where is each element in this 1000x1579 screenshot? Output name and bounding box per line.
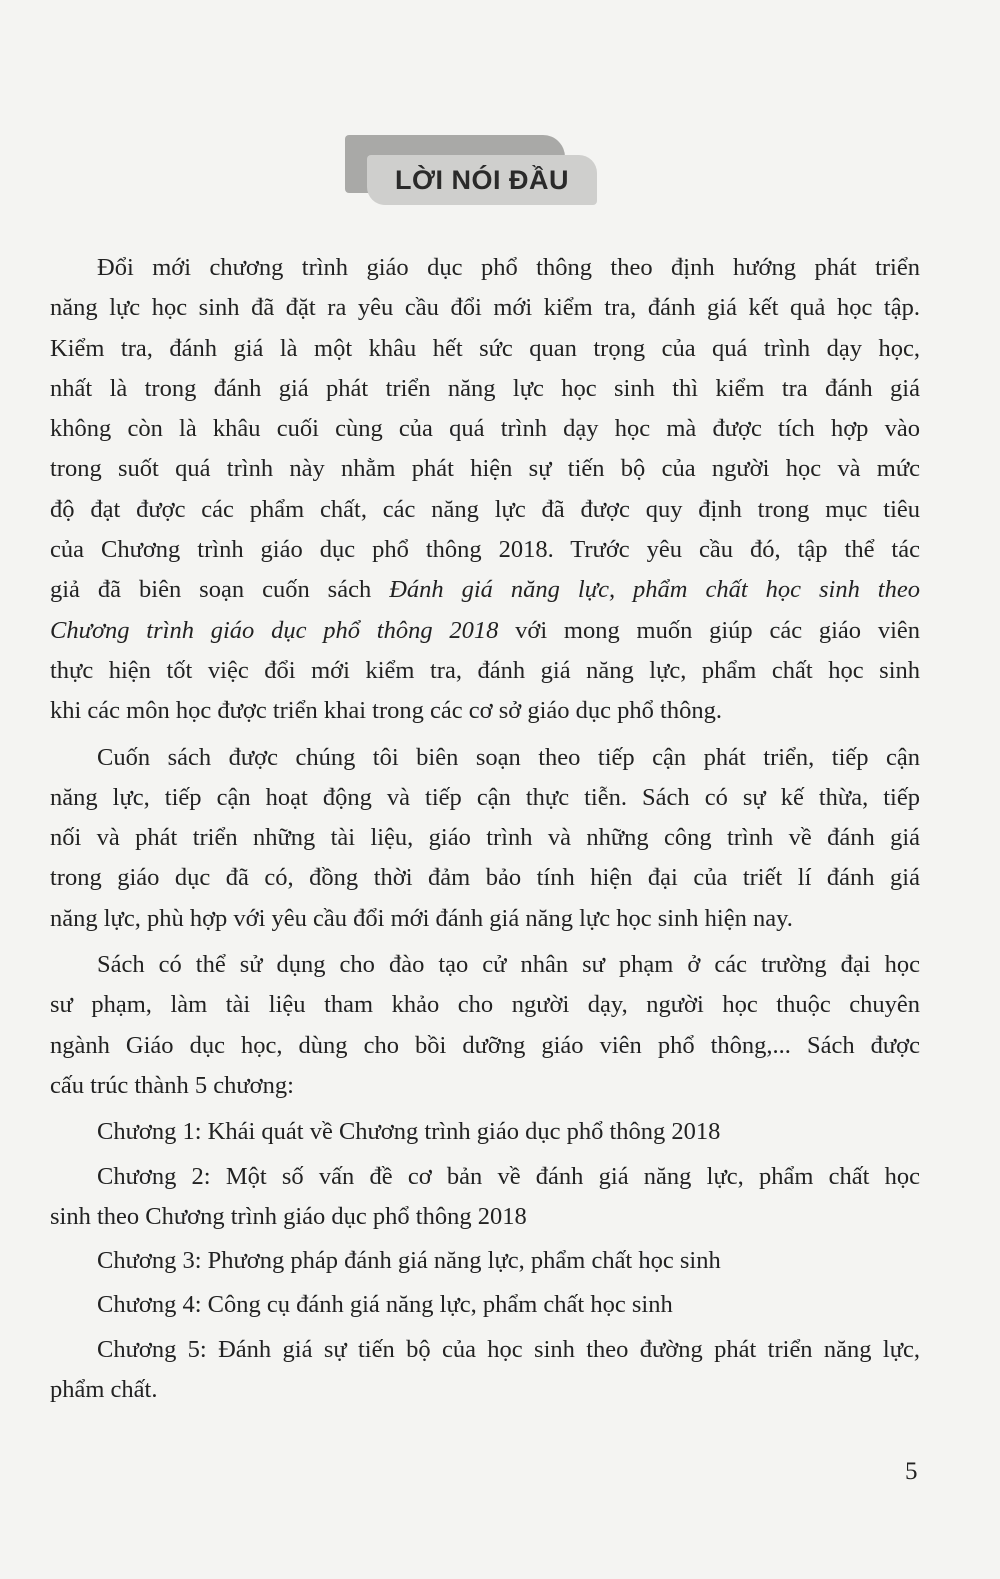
text-line — [50, 570, 920, 610]
text-line: năng lực học sinh đã đặt ra yêu cầu đổi mới kiểm tra, đánh giá kết quả học tập. — [50, 294, 920, 322]
text-line: trong suốt quá trình này nhằm phát hiện sự tiến bộ của người học và mức — [50, 455, 920, 483]
text-line: Đổi mới chương trình giáo dục phổ thông theo định hướng phát triển — [97, 254, 920, 281]
text-line: năng lực, phù hợp với yêu cầu đổi mới đánh giá năng lực học sinh hiện nay. — [50, 904, 793, 932]
text-line: Sách có thể sử dụng cho đào tạo cử nhân sư phạm ở các trường đại học — [97, 951, 920, 979]
text-line: Chương 3: Phương pháp đánh giá năng lực, phẩm chất học sinh — [97, 1247, 721, 1275]
text-line: độ đạt được các phẩm chất, các năng lực đã được quy định trong mục tiêu — [50, 495, 920, 523]
chapter-3 — [50, 1241, 920, 1281]
text-line: sư phạm, làm tài liệu tham khảo cho người dạy, người học thuộc chuyên — [50, 991, 920, 1019]
chapter-4 — [50, 1285, 920, 1325]
text-line: Chương 4: Công cụ đánh giá năng lực, phẩm chất học sinh — [97, 1291, 673, 1319]
text-line: trong giáo dục đã có, đồng thời đảm bảo tính hiện đại của triết lí đánh giá — [50, 864, 920, 892]
text-line: Chương 5: Đánh giá sự tiến bộ của học sinh theo đường phát triển năng lực, — [97, 1335, 920, 1363]
text-line: Chương 1: Khái quát về Chương trình giáo dục phổ thông 2018 — [97, 1118, 721, 1146]
text-normal: giả đã biên soạn cuốn sách — [50, 576, 390, 604]
paragraph-2 — [50, 738, 920, 939]
paragraph-3 — [50, 945, 920, 1106]
text-line: phẩm chất. — [50, 1376, 158, 1404]
text-line: sinh theo Chương trình giáo dục phổ thông 2018 — [50, 1202, 527, 1230]
book-title-italic: Chương trình giáo dục phổ thông 2018 — [50, 616, 499, 644]
text-line: của Chương trình giáo dục phổ thông 2018. Trước yêu cầu đó, tập thể tác — [50, 536, 920, 564]
chapter-5 — [50, 1330, 920, 1411]
text-line: Cuốn sách được chúng tôi biên soạn theo tiếp cận phát triển, tiếp cận — [97, 743, 920, 771]
text-line: thực hiện tốt việc đổi mới kiểm tra, đánh giá năng lực, phẩm chất học sinh — [50, 656, 920, 684]
text-line: ngành Giáo dục học, dùng cho bồi dưỡng giáo viên phổ thông,... Sách được — [50, 1031, 920, 1059]
text-line: cấu trúc thành 5 chương: — [50, 1071, 294, 1099]
text-line: khi các môn học được triển khai trong các cơ sở giáo dục phổ thông. — [50, 697, 722, 725]
text-line: Kiểm tra, đánh giá là một khâu hết sức quan trọng của quá trình dạy học, — [50, 334, 920, 362]
body-text — [50, 248, 920, 1410]
text-line: không còn là khâu cuối cùng của quá trình dạy học mà được tích hợp vào — [50, 415, 920, 443]
text-line: nhất là trong đánh giá phát triển năng lực học sinh thì kiểm tra đánh giá — [50, 374, 920, 402]
text-line — [50, 611, 920, 651]
text-line: năng lực, tiếp cận hoạt động và tiếp cận thực tiễn. Sách có sự kế thừa, tiếp — [50, 783, 920, 811]
page-title: LỜI NÓI ĐẦU — [394, 165, 570, 195]
page-number: 5 — [905, 1458, 918, 1485]
paragraph-1 — [50, 248, 920, 732]
chapter-1 — [50, 1112, 920, 1152]
book-title-italic: Đánh giá năng lực, phẩm chất học sinh theo — [389, 576, 920, 604]
text-normal: với mong muốn giúp các giáo viên — [498, 616, 920, 644]
chapter-2 — [50, 1157, 920, 1238]
heading-banner — [345, 135, 605, 205]
text-line: nối và phát triển những tài liệu, giáo trình và những công trình về đánh giá — [50, 824, 920, 852]
text-line: Chương 2: Một số vấn đề cơ bản về đánh giá năng lực, phẩm chất học — [97, 1162, 920, 1190]
